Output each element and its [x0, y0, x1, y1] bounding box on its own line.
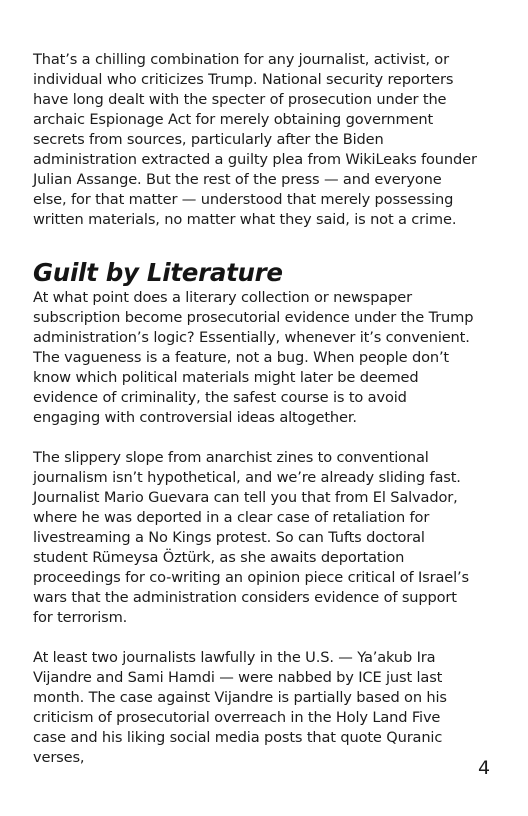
page-number: 4	[478, 757, 491, 779]
section-heading: Guilt by Literature	[33, 258, 283, 287]
document-page	[33, 50, 477, 768]
paragraph-spacer	[33, 628, 477, 648]
body-paragraph: At what point does a literary collection or newspaper subscription become prosecutorial evidence under the Trump administration’s logic? Essentially, whenever it’s convenient. The vagueness is a feature, not a bug. When people don’t know which political materials might later be deemed evidence of criminality, the safest course is to avoid engaging with controversial ideas altogether.	[33, 289, 474, 426]
paragraph-spacer	[33, 428, 477, 448]
body-paragraph: The slippery slope from anarchist zines to conventional journalism isn’t hypothetical, and we’re already sliding fast. Journalist Mario Guevara can tell you that from El Salvador, where he was deported in a clear case of retaliation for livestreaming a No Kings protest. So can Tufts doctoral student Rümeysa Öztürk, as she awaits deportation proceedings for co-writing an opinion piece critical of Israel’s wars that the administration considers evidence of support for terrorism.	[33, 449, 469, 626]
body-paragraph: At least two journalists lawfully in the U.S. — Ya’akub Ira Vijandre and Sami Hamdi — were nabbed by ICE just last month. The case against Vijandre is partially based on his criticism of prosecutorial overreach in the Holy Land Five case and his liking social media posts that quote Quranic verses,	[33, 649, 447, 766]
body-paragraph: That’s a chilling combination for any journalist, activist, or individual who criticizes Trump. National security reporters have long dealt with the specter of prosecution under the archaic Espionage Act for merely obtaining government secrets from sources, particularly after the Biden administration extracted a guilty plea from WikiLeaks founder Julian Assange. But the rest of the press — and everyone else, for that matter — understood that merely possessing written materials, no matter what they said, is not a crime.	[33, 51, 477, 228]
